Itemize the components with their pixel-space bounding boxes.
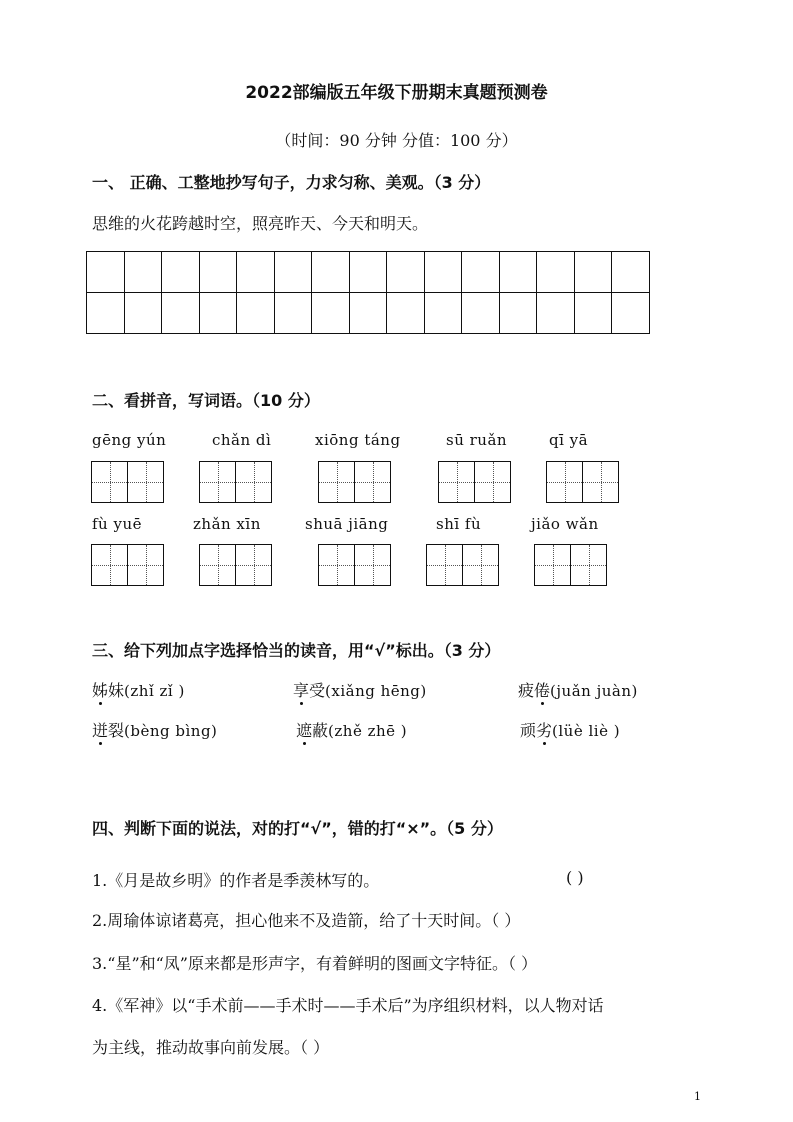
reading-options: (lüè liè )	[552, 722, 621, 740]
reading-options: (xiǎng hēng)	[325, 682, 427, 700]
judgement-question-4: 4.《军神》以“手术前——手术时——手术后”为序组织材料，以人物对话	[92, 996, 604, 1015]
dotted-character: 劣	[536, 721, 553, 740]
reading-options: (zhě zhē )	[328, 722, 408, 740]
pinyin-label: jiǎo wǎn	[531, 515, 599, 533]
pinyin-label: chǎn dì	[212, 431, 272, 449]
answer-box[interactable]	[534, 544, 607, 586]
reading-options: (juǎn juàn)	[550, 682, 638, 700]
reading-choice-item[interactable]	[92, 678, 185, 701]
section-4-heading: 四、判断下面的说法，对的打“√”，错的打“×”。（5 分）	[92, 819, 503, 838]
reading-choice-item[interactable]	[520, 718, 620, 741]
pinyin-label: gēng yún	[92, 431, 167, 449]
judgement-question-3: 3.“星”和“凤”原来都是形声字，有着鲜明的图画文字特征。（ ）	[92, 954, 538, 973]
reading-choice-item[interactable]	[92, 718, 217, 741]
dotted-character: 迸	[92, 721, 109, 740]
section-3-heading: 三、给下列加点字选择恰当的读音，用“√”标出。（3 分）	[92, 641, 501, 660]
answer-box[interactable]	[438, 461, 511, 503]
page-title: 2022部编版五年级下册期末真题预测卷	[245, 83, 548, 103]
reading-options: (zhǐ zǐ )	[124, 682, 185, 700]
answer-parentheses[interactable]: ( )	[566, 868, 584, 887]
answer-box[interactable]	[199, 544, 272, 586]
reading-options: (bèng bìng)	[124, 722, 218, 740]
copy-sentence: 思维的火花跨越时空，照亮昨天、今天和明天。	[92, 214, 429, 233]
reading-choice-item[interactable]	[293, 678, 427, 701]
answer-box[interactable]	[199, 461, 272, 503]
section-2-heading: 二、看拼音，写词语。（10 分）	[92, 391, 320, 410]
judgement-question-4-cont: 为主线，推动故事向前发展。（ ）	[92, 1038, 330, 1057]
pinyin-label: fù yuē	[92, 515, 142, 533]
dotted-character: 享	[293, 681, 310, 700]
word-prefix: 疲	[518, 681, 535, 700]
section-1-heading: 一、 正确、工整地抄写句子，力求匀称、美观。（3 分）	[92, 173, 491, 192]
pinyin-label: sū ruǎn	[446, 431, 508, 449]
answer-box[interactable]	[91, 544, 164, 586]
word-suffix: 妹	[108, 681, 125, 700]
word-suffix: 受	[309, 681, 326, 700]
word-prefix: 顽	[520, 721, 537, 740]
answer-box[interactable]	[546, 461, 619, 503]
pinyin-label: zhǎn xīn	[193, 515, 261, 533]
judgement-question-2: 2.周瑜体谅诸葛亮，担心他来不及造箭，给了十天时间。（ ）	[92, 911, 521, 930]
copy-writing-grid[interactable]	[86, 251, 650, 334]
answer-box[interactable]	[318, 544, 391, 586]
pinyin-label: shī fù	[436, 515, 482, 533]
dotted-character: 倦	[534, 681, 551, 700]
judgement-question-1: 1.《月是故乡明》的作者是季羡林写的。	[92, 871, 380, 890]
reading-choice-item[interactable]	[518, 678, 638, 701]
dotted-character: 遮	[296, 721, 313, 740]
answer-box[interactable]	[318, 461, 391, 503]
dotted-character: 姊	[92, 681, 109, 700]
pinyin-label: xiōng táng	[315, 431, 401, 449]
exam-info: （时间：90 分钟 分值：100 分）	[275, 131, 518, 150]
answer-box[interactable]	[91, 461, 164, 503]
word-suffix: 裂	[108, 721, 125, 740]
pinyin-label: shuā jiāng	[305, 515, 389, 533]
reading-choice-item[interactable]	[296, 718, 407, 741]
pinyin-label: qī yā	[549, 431, 589, 449]
answer-box[interactable]	[426, 544, 499, 586]
word-suffix: 蔽	[312, 721, 329, 740]
page-number: 1	[694, 1090, 701, 1103]
